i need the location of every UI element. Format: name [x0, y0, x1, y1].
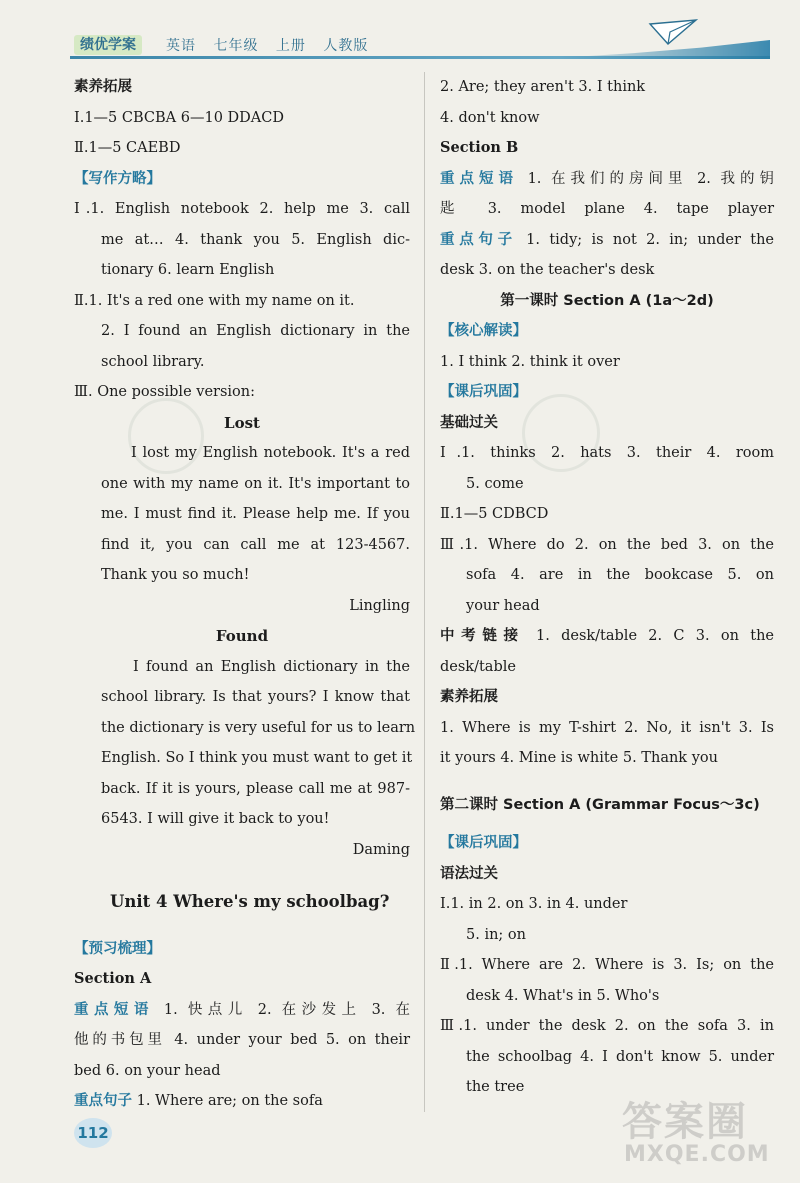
essay-line: school library. Is that yours? I know that [101, 689, 410, 705]
subsection-heading: 语法过关 [440, 865, 498, 882]
answer-line: 1. Where is my T-shirt 2. No, it isn't 3. Is [440, 719, 774, 736]
subject-label: 英语 [166, 38, 196, 54]
answer-line: me at… 4. thank you 5. English dic- [101, 231, 410, 248]
answer-text: 1. 在我们的房间里 2. 我的钥 [517, 170, 775, 187]
category-heading: 【预习梳理】 [74, 940, 161, 957]
answer-line: Ⅰ.1—5 CBCBA 6—10 DDACD [74, 109, 284, 126]
answer-line: Ⅲ. One possible version: [74, 384, 255, 400]
answer-line: your head [466, 597, 540, 614]
grade-label: 七年级 [213, 38, 259, 54]
answer-line: Ⅰ.1. thinks 2. hats 3. their 4. room [440, 445, 774, 461]
page-number: 112 [74, 1118, 112, 1148]
section-heading: Section B [440, 139, 519, 156]
answer-line: Ⅲ.1. Where do 2. on the bed 3. on the [440, 536, 774, 553]
lesson-heading: 第一课时 Section A (1a～2d) [500, 292, 714, 309]
answer-line [440, 225, 774, 256]
essay-title: Found [215, 627, 269, 645]
answer-line: bed 6. on your head [74, 1062, 221, 1079]
watermark-logo-text: 答案圈 [622, 1099, 748, 1145]
right-column [440, 72, 774, 1103]
header-rule [70, 56, 770, 59]
answer-line: 5. in; on [466, 926, 526, 943]
answer-text: 1. 快点儿 2. 在沙发上 3. 在 [153, 1001, 410, 1018]
essay-line: 6543. I will give it back to you! [101, 811, 330, 827]
answer-line: Ⅱ.1—5 CDBCD [440, 506, 549, 522]
column-divider [424, 72, 425, 1112]
answer-line: 1. I think 2. think it over [440, 353, 620, 370]
answer-line [74, 995, 410, 1026]
answer-line: 2. I found an English dictionary in the [101, 323, 410, 339]
essay-line: I found an English dictionary in the [133, 658, 410, 675]
category-heading: 【课后巩固】 [440, 835, 527, 851]
answer-line: it yours 4. Mine is white 5. Thank you [440, 750, 718, 766]
answer-text: 1. desk/table 2. C 3. on the [524, 628, 775, 644]
essay-signature: Daming [352, 841, 410, 858]
unit-title: Unit 4 Where's my schoolbag? [110, 892, 390, 911]
key-sentence-tag: 重点句子 [74, 1093, 132, 1109]
site-watermark-logo [622, 1090, 792, 1175]
answer-line: Ⅱ.1—5 CAEBD [74, 140, 181, 156]
exam-link-tag: 中考链接 [440, 628, 525, 644]
essay-line: I lost my English notebook. It's a red [131, 445, 410, 461]
essay-line: the dictionary is very useful for us to learn [101, 719, 416, 736]
key-sentence-tag: 重点句子 [440, 231, 517, 248]
answer-line: tionary 6. learn English [101, 262, 275, 278]
answer-text: 1. Where are; on the sofa [132, 1093, 323, 1109]
subsection-heading: 素养拓展 [440, 689, 498, 705]
essay-signature: Lingling [349, 597, 410, 614]
left-column [74, 72, 416, 1117]
key-phrase-tag: 重点短语 [440, 170, 518, 187]
lesson-heading: 第二课时 Section A (Grammar Focus～3c) [440, 796, 760, 813]
key-phrase-tag: 重点短语 [74, 1001, 154, 1018]
answer-line: 2. Are; they aren't 3. I think [440, 79, 646, 95]
answer-line: Ⅲ.1. under the desk 2. on the sofa 3. in [440, 1018, 774, 1034]
answer-line: the tree [466, 1079, 525, 1095]
watermark-logo-url: MXQE.COM [624, 1142, 770, 1167]
answer-line [440, 621, 774, 652]
section-heading: Section A [74, 970, 152, 987]
answer-line: desk 3. on the teacher's desk [440, 262, 655, 278]
answer-line: school library. [101, 353, 205, 370]
essay-line: Thank you so much! [101, 567, 250, 583]
answer-line: 4. don't know [440, 109, 540, 126]
essay-line: English. So I think you must want to get it [101, 750, 413, 766]
category-heading: 【写作方略】 [74, 170, 161, 187]
answer-text: 1. tidy; is not 2. in; under the [516, 231, 774, 248]
essay-line: back. If it is yours, please call me at 987- [101, 780, 410, 797]
essay-line: one with my name on it. It's important to [101, 475, 410, 492]
category-heading: 【核心解读】 [440, 323, 527, 339]
answer-line: sofa 4. are in the bookcase 5. on [466, 567, 774, 583]
page-header [70, 32, 770, 60]
answer-line: desk 4. What's in 5. Who's [466, 987, 660, 1004]
essay-line: me. I must find it. Please help me. If you [101, 506, 410, 522]
answer-line: 他的书包里 4. under your bed 5. on their [74, 1032, 410, 1048]
subsection-heading: 基础过关 [440, 414, 498, 431]
answer-line: 5. come [466, 475, 524, 492]
answer-line: desk/table [440, 658, 516, 675]
answer-line: the schoolbag 4. I don't know 5. under [466, 1048, 774, 1065]
book-info [166, 35, 380, 55]
brand-logo: 绩优学案 [74, 35, 142, 55]
answer-line [74, 1086, 410, 1117]
category-heading: 【课后巩固】 [440, 384, 527, 400]
paper-plane-icon [648, 18, 698, 50]
answer-line: Ⅰ.1. English notebook 2. help me 3. call [74, 201, 410, 217]
edition-label: 人教版 [323, 38, 369, 54]
answer-line: Ⅱ.1. Where are 2. Where is 3. Is; on the [440, 957, 774, 973]
answer-line [440, 164, 774, 195]
essay-title: Lost [224, 413, 260, 432]
section-heading: 素养拓展 [74, 79, 132, 95]
answer-line: Ⅱ.1. It's a red one with my name on it. [74, 292, 355, 309]
volume-label: 上册 [275, 38, 306, 54]
essay-line: find it, you can call me at 123-4567. [101, 536, 410, 553]
answer-line: 匙 3. model plane 4. tape player [440, 201, 774, 217]
answer-line: Ⅰ.1. in 2. on 3. in 4. under [440, 896, 628, 912]
